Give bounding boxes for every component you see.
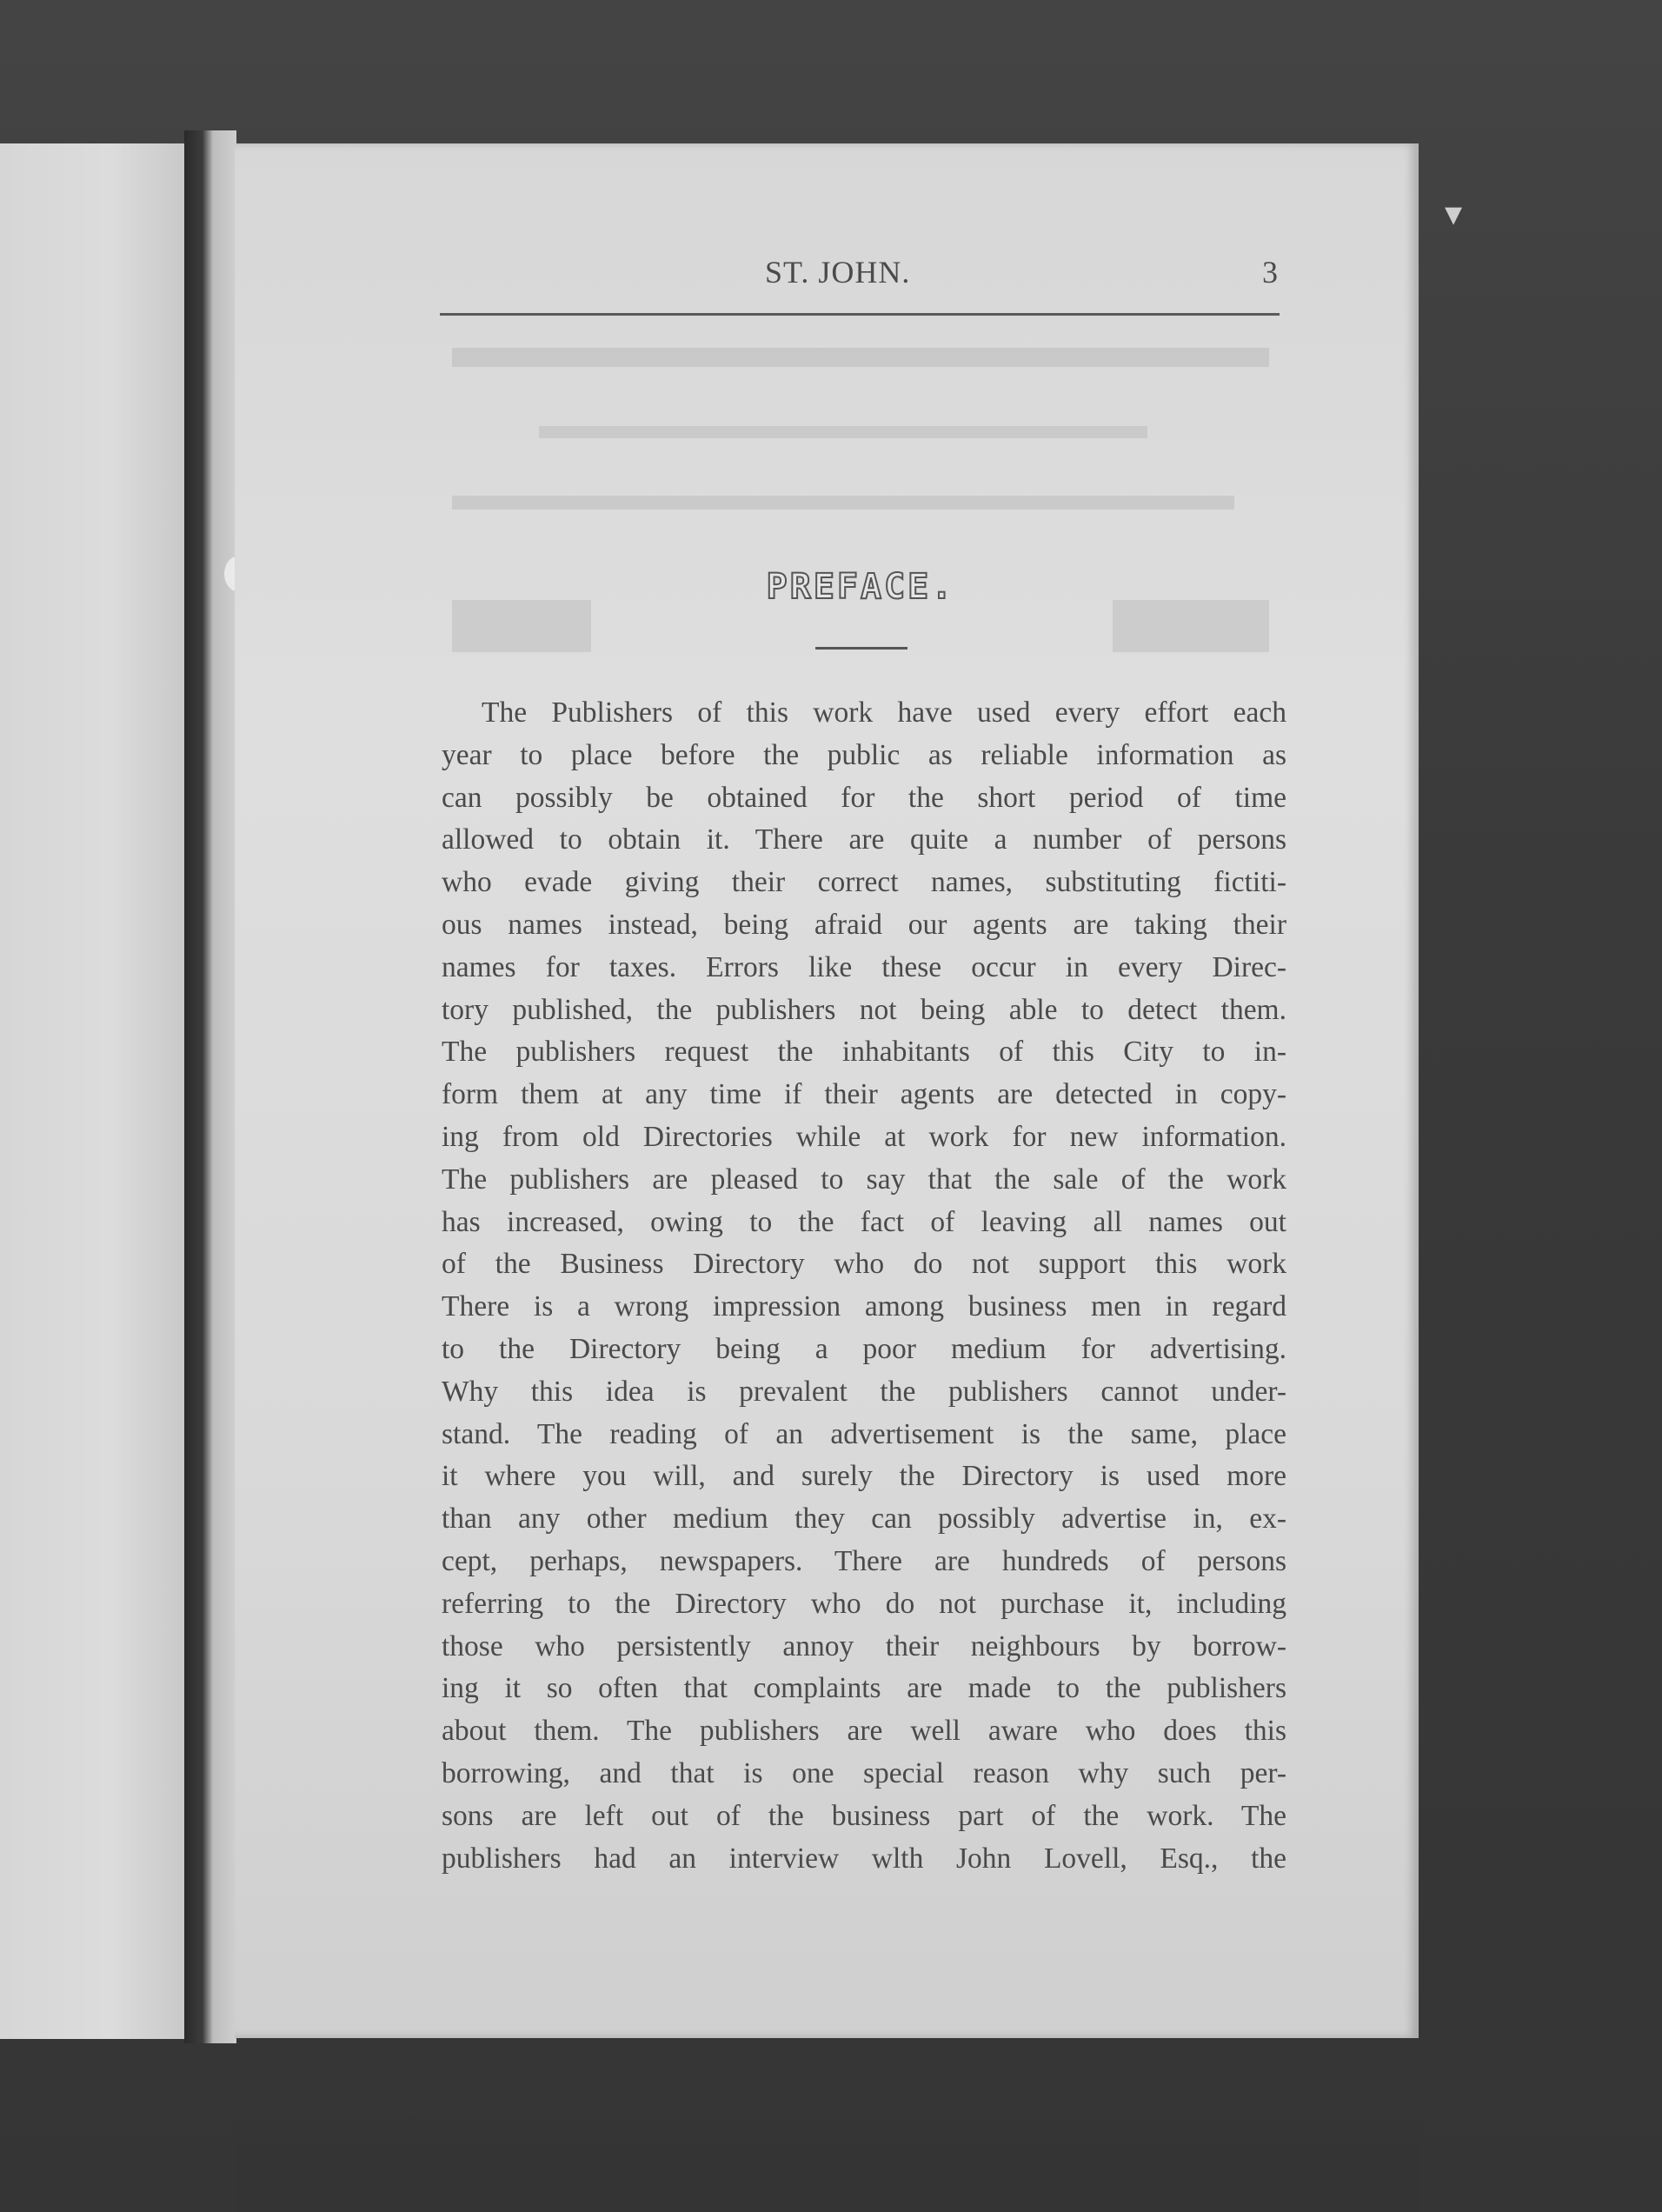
text-line: who evade giving their correct names, substituting fictiti- (442, 866, 1286, 899)
preface-body (442, 692, 1286, 1880)
text-line: it where you will, and surely the Directory is used more (442, 1460, 1286, 1493)
text-line: borrowing, and that is one special reason why such per- (442, 1756, 1286, 1789)
text-line: There is a wrong impression among business men in regard (442, 1290, 1286, 1323)
text-line: tory published, the publishers not being able to detect them. (442, 993, 1286, 1026)
text-line: form them at any time if their agents are detected in copy- (442, 1078, 1286, 1111)
text-line: about them. The publishers are well aware who does this (442, 1715, 1286, 1748)
text-line: ing from old Directories while at work for new information. (442, 1120, 1286, 1153)
text-line: ing it so often that complaints are made to the publishers (442, 1672, 1286, 1705)
text-line: those who persistently annoy their neighbours by borrow- (442, 1629, 1286, 1662)
text-line: The publishers are pleased to say that the sale of the work (442, 1163, 1286, 1196)
book-spine (184, 130, 236, 2043)
text-line: to the Directory being a poor medium for advertising. (442, 1332, 1286, 1365)
text-line: than any other medium they can possibly advertise in, ex- (442, 1502, 1286, 1536)
text-line: referring to the Directory who do not purchase it, including (442, 1587, 1286, 1620)
previous-page-edge (0, 143, 189, 2039)
text-line: Why this idea is prevalent the publishers cannot under- (442, 1375, 1286, 1408)
header-rule (440, 313, 1280, 316)
running-head: ST. JOHN. (765, 255, 911, 290)
text-line: has increased, owing to the fact of leaving all names out (442, 1205, 1286, 1238)
reverse-side-bleed-through (435, 330, 1286, 696)
text-line: The publishers request the inhabitants of this City to in- (442, 1036, 1286, 1069)
text-line: can possibly be obtained for the short period of time (442, 781, 1286, 814)
text-line: sons are left out of the business part of the work. The (442, 1799, 1286, 1832)
text-line: ous names instead, being afraid our agents are taking their (442, 908, 1286, 941)
text-line: The Publishers of this work have used every effort each (482, 696, 1286, 729)
preface-title: PREFACE. (766, 567, 955, 607)
text-line: allowed to obtain it. There are quite a number of persons (442, 823, 1286, 856)
text-line: stand. The reading of an advertisement is the same, place (442, 1417, 1286, 1450)
text-line: of the Business Directory who do not support this work (442, 1248, 1286, 1281)
title-rule (815, 647, 907, 650)
dust-speck-icon: ▾ (1445, 194, 1463, 233)
text-line: cept, perhaps, newspapers. There are hundreds of persons (442, 1544, 1286, 1577)
page-bottom-shadow (235, 2026, 1419, 2212)
text-line: year to place before the public as reliable information as (442, 738, 1286, 771)
text-line: publishers had an interview wlth John Lovell, Esq., the (442, 1842, 1286, 1875)
page-number: 3 (1262, 255, 1278, 290)
text-line: names for taxes. Errors like these occur in every Direc- (442, 950, 1286, 983)
